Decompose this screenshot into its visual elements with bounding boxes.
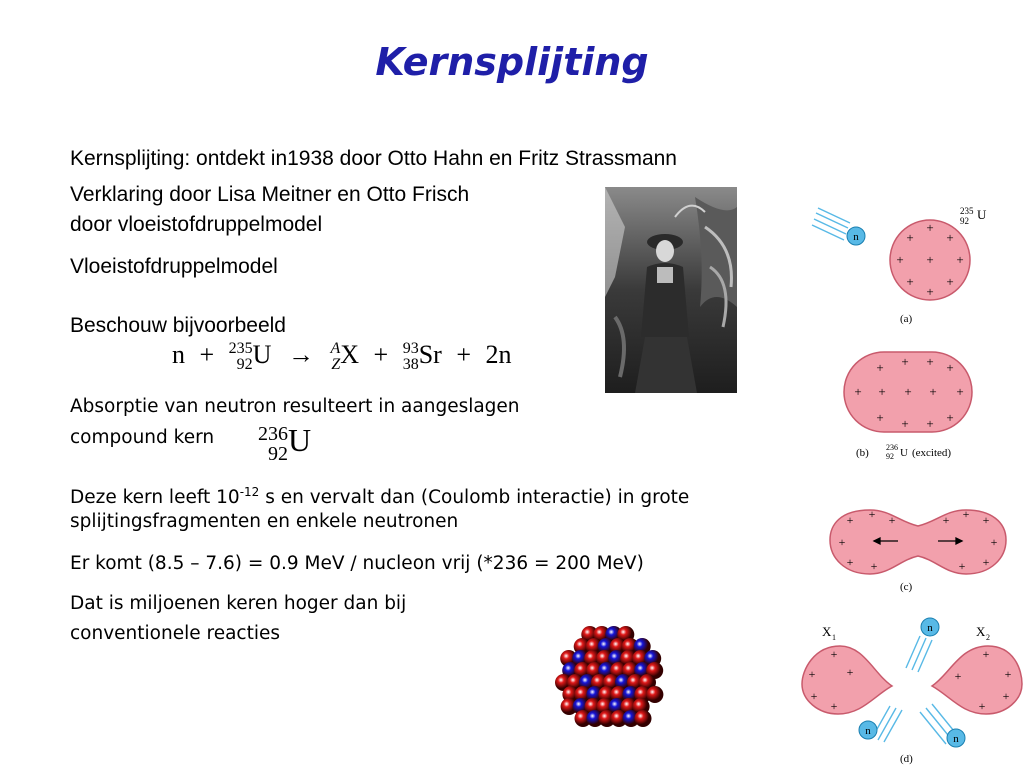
svg-text:+: + — [956, 384, 964, 399]
svg-text:+: + — [946, 230, 954, 245]
nucleus-ball-model — [546, 622, 676, 742]
svg-text:+: + — [958, 559, 966, 573]
svg-text:+: + — [810, 689, 818, 703]
svg-text:n: n — [865, 725, 871, 737]
svg-text:+: + — [982, 555, 990, 569]
mass-number: 235 — [228, 340, 253, 358]
atomic-number: 38 — [402, 356, 419, 374]
svg-text:+: + — [901, 354, 909, 369]
svg-text:+: + — [830, 647, 838, 661]
svg-text:+: + — [942, 513, 950, 527]
svg-text:235: 235 — [960, 206, 974, 216]
page-title: Kernsplijting — [375, 40, 649, 84]
svg-text:+: + — [1004, 667, 1012, 681]
svg-text:+: + — [838, 535, 846, 549]
svg-text:+: + — [876, 410, 884, 425]
svg-text:U: U — [900, 447, 908, 459]
svg-text:(excited): (excited) — [912, 447, 952, 459]
strontium-indices — [403, 341, 419, 373]
compound-nucleus — [258, 422, 311, 464]
svg-text:+: + — [906, 274, 914, 289]
svg-text:+: + — [962, 507, 970, 521]
arrow-symbol: → — [287, 340, 314, 369]
svg-text:+: + — [830, 699, 838, 713]
explanation-line-1: Verklaring door Lisa Meitner en Otto Frisch — [70, 183, 470, 206]
svg-text:+: + — [906, 230, 914, 245]
proton-ball — [646, 686, 663, 703]
svg-text:+: + — [926, 416, 934, 431]
proton-ball — [635, 710, 652, 727]
svg-text:+: + — [926, 284, 934, 299]
label-d: (d) — [900, 753, 913, 765]
neutron-label: n — [853, 231, 859, 243]
svg-text:+: + — [926, 220, 934, 235]
model-heading: Vloeistofdruppelmodel — [70, 255, 278, 278]
absorption-line-1: Absorptie van neutron resulteert in aangeslagen — [70, 396, 520, 417]
svg-text:+: + — [929, 384, 937, 399]
label-b — [856, 443, 951, 461]
svg-text:+: + — [946, 274, 954, 289]
energy-line: Er komt (8.5 – 7.6) = 0.9 MeV / nucleon vrij (*236 = 200 MeV) — [70, 553, 644, 574]
svg-text:+: + — [888, 513, 896, 527]
svg-text:+: + — [956, 252, 964, 267]
dumbbell-drop — [830, 510, 1006, 574]
compound-indices — [258, 424, 288, 464]
plus-sign: + — [373, 340, 389, 369]
svg-text:+: + — [896, 252, 904, 267]
fragment-x1-drop — [802, 646, 892, 714]
discovery-line: Kernsplijting: ontdekt in1938 door Otto Hahn en Fritz Strassmann — [70, 147, 677, 170]
svg-text:+: + — [904, 384, 912, 399]
svg-text:+: + — [901, 416, 909, 431]
svg-text:+: + — [946, 360, 954, 375]
lifetime-line-2: splijtingsfragmenten en enkele neutronen — [70, 511, 459, 532]
lifetime-prefix: Deze kern leeft 10 — [70, 487, 240, 509]
svg-text:+: + — [926, 354, 934, 369]
label-a: (a) — [900, 313, 913, 325]
atomic-number: Z — [331, 356, 341, 374]
neutrons-product: 2n — [485, 340, 512, 369]
plus-sign: + — [456, 340, 471, 369]
atomic-number: 92 — [236, 356, 253, 374]
meitner-portrait-photo — [605, 187, 737, 393]
svg-text:X: X — [822, 624, 832, 639]
svg-text:+: + — [878, 384, 886, 399]
svg-text:92: 92 — [960, 216, 969, 226]
x-symbol: X — [340, 340, 360, 369]
comparison-line-2: conventionele reacties — [70, 623, 280, 644]
svg-text:n: n — [927, 622, 933, 634]
absorption-line-2: compound kern — [70, 427, 215, 448]
svg-text:92: 92 — [886, 452, 894, 461]
svg-text:+: + — [954, 669, 962, 683]
example-heading: Beschouw bijvoorbeeld — [70, 314, 286, 337]
svg-text:(b): (b) — [856, 447, 869, 459]
svg-text:+: + — [946, 410, 954, 425]
svg-text:1: 1 — [832, 633, 836, 642]
svg-text:+: + — [1002, 689, 1010, 703]
svg-text:+: + — [982, 647, 990, 661]
x-indices — [330, 341, 340, 373]
fission-sequence-diagram — [800, 200, 1024, 768]
svg-text:+: + — [926, 252, 934, 267]
atomic-number: 92 — [268, 442, 288, 465]
strontium-symbol: Sr — [418, 340, 442, 369]
svg-text:+: + — [846, 513, 854, 527]
neutron-symbol: n — [172, 340, 185, 369]
incoming-neutron-streaks — [812, 208, 850, 240]
svg-text:+: + — [870, 559, 878, 573]
lifetime-suffix: s en vervalt dan (Coulomb interactie) in grote — [259, 487, 690, 509]
fragment-x2-label — [976, 624, 990, 642]
isotope-label-a — [960, 206, 987, 226]
svg-text:+: + — [846, 555, 854, 569]
label-c: (c) — [900, 581, 913, 593]
svg-text:236: 236 — [886, 443, 898, 452]
fragment-x1-label — [822, 624, 836, 642]
explanation-line-2: door vloeistofdruppelmodel — [70, 213, 323, 236]
compound-symbol: U — [288, 422, 312, 458]
svg-text:+: + — [854, 384, 862, 399]
svg-text:n: n — [953, 733, 959, 745]
mass-number: 93 — [402, 340, 419, 358]
svg-text:+: + — [978, 699, 986, 713]
comparison-line-1: Dat is miljoenen keren hoger dan bij — [70, 593, 407, 614]
svg-text:+: + — [990, 535, 998, 549]
svg-text:+: + — [846, 665, 854, 679]
mass-number: 236 — [258, 422, 288, 445]
svg-text:2: 2 — [986, 633, 990, 642]
svg-text:+: + — [868, 507, 876, 521]
svg-text:U: U — [977, 207, 987, 222]
uranium-symbol: U — [252, 340, 272, 369]
lifetime-exponent: -12 — [239, 485, 260, 499]
svg-text:+: + — [982, 513, 990, 527]
svg-text:+: + — [876, 360, 884, 375]
reaction-equation — [172, 340, 511, 373]
svg-text:X: X — [976, 624, 986, 639]
svg-text:+: + — [808, 667, 816, 681]
mass-number: A — [330, 340, 341, 358]
plus-sign: + — [199, 340, 215, 369]
uranium-indices — [229, 341, 253, 373]
